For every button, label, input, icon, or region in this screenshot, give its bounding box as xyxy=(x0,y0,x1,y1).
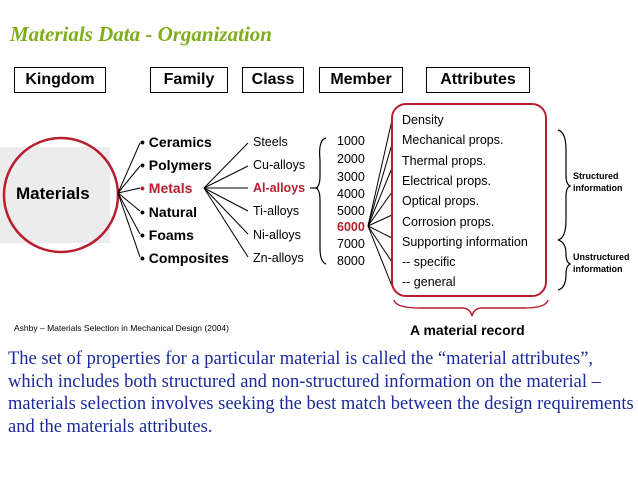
member-item: 8000 xyxy=(337,254,365,268)
family-item-highlighted: • Metals xyxy=(140,180,193,196)
class-item: Steels xyxy=(253,135,288,149)
class-member-bracket xyxy=(310,138,326,264)
unstructured-note: Unstructured information xyxy=(573,252,630,274)
attribute-item: Corrosion props. xyxy=(402,215,495,229)
attribute-item: Density xyxy=(402,113,444,127)
record-bottom-brace xyxy=(394,300,548,316)
family-item: • Composites xyxy=(140,250,229,266)
attribute-item: -- specific xyxy=(402,255,456,269)
slide-title: Materials Data - Organization xyxy=(10,22,272,46)
family-item: • Foams xyxy=(140,227,194,243)
kingdom-family-connectors xyxy=(118,143,140,257)
member-item: 4000 xyxy=(337,187,365,201)
member-item: 5000 xyxy=(337,204,365,218)
class-item: Zn-alloys xyxy=(253,251,304,265)
class-item: Cu-alloys xyxy=(253,158,306,172)
attribute-item: -- general xyxy=(402,275,456,289)
member-item: 3000 xyxy=(337,170,365,184)
header-attributes-label: Attributes xyxy=(440,71,516,88)
attribute-item: Mechanical props. xyxy=(402,133,504,147)
header-kingdom-label: Kingdom xyxy=(25,71,95,88)
family-item: • Natural xyxy=(140,204,198,220)
family-item: • Polymers xyxy=(140,157,212,173)
attribute-item: Thermal props. xyxy=(402,154,487,168)
record-label: A material record xyxy=(410,322,525,338)
attribute-item: Supporting information xyxy=(402,235,528,249)
member-item-highlighted: 6000 xyxy=(337,220,365,234)
attribute-item: Optical props. xyxy=(402,194,480,208)
attribute-item: Electrical props. xyxy=(402,174,491,188)
class-item: Ti-alloys xyxy=(253,204,300,218)
citation: Ashby – Materials Selection in Mechanical Design (2004) xyxy=(14,323,229,333)
header-family-label: Family xyxy=(163,71,215,88)
body-paragraph: The set of properties for a particular material is called the “material attributes”, which includes both structured and non-structured information on the material – materials selection involves seeking the best match between the design requirements and the materials attributes. xyxy=(8,349,634,437)
class-item-highlighted: Al-alloys xyxy=(253,181,306,195)
header-class-label: Class xyxy=(251,71,295,88)
member-attribute-connectors xyxy=(368,120,392,286)
member-item: 7000 xyxy=(337,237,365,251)
structured-note: Structured information xyxy=(573,171,623,193)
member-item: 1000 xyxy=(337,134,365,148)
member-item: 2000 xyxy=(337,152,365,166)
family-item: • Ceramics xyxy=(140,134,212,150)
right-braces xyxy=(558,130,570,290)
kingdom-materials-label: Materials xyxy=(16,184,90,203)
header-member-label: Member xyxy=(330,71,392,88)
class-item: Ni-alloys xyxy=(253,228,301,242)
